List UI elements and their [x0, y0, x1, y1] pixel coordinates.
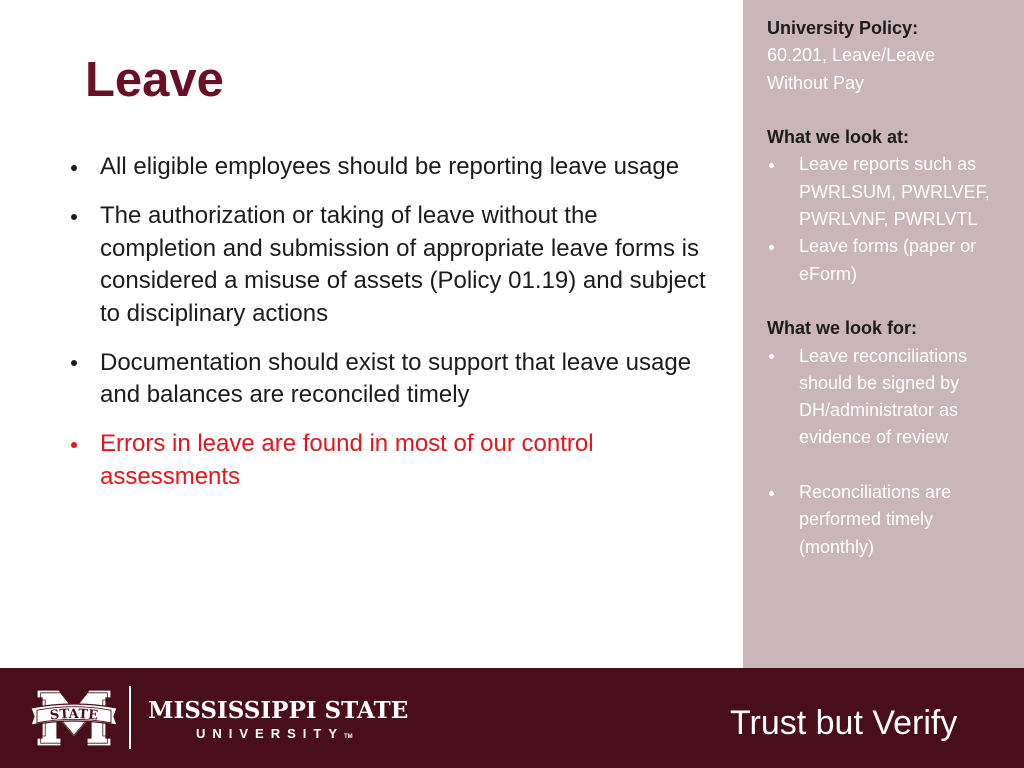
policy-block [767, 15, 1017, 97]
footer-divider [129, 686, 131, 749]
bullet-item [100, 151, 730, 184]
university-subtitle: UNIVERSITY [196, 726, 345, 741]
university-subtitle-row [196, 727, 353, 744]
bullet-line: considered a misuse of assets (Policy 01.19) and subject [100, 267, 706, 294]
footer-tagline: Trust but Verify [730, 704, 958, 742]
look-for-item [767, 343, 1017, 452]
look-at-line: Leave reports such as [799, 154, 977, 175]
look-for-line: evidence of review [799, 427, 949, 448]
sidebar [743, 0, 1024, 668]
bullet-line: and balances are reconciled timely [100, 381, 470, 408]
look-for-heading: What we look for: [767, 318, 917, 339]
trademark-symbol: TM [344, 734, 353, 740]
bullet-dot-icon [71, 214, 77, 220]
look-at-line: PWRLVNF, PWRLVTL [799, 209, 978, 230]
look-for-line: Reconciliations are [799, 482, 952, 503]
logo-banner-label [49, 707, 99, 724]
policy-line: Without Pay [767, 72, 865, 93]
look-for-line: should be signed by [799, 372, 960, 393]
logo-banner-text: STATE [49, 706, 99, 724]
policy-heading: University Policy: [767, 18, 919, 38]
bullet-line: Errors in leave are found in most of our control [100, 430, 594, 457]
bullet-line: completion and submission of appropriate leave forms is [100, 234, 699, 262]
slide-title: Leave [85, 53, 224, 107]
look-for-line: DH/administrator as [799, 400, 959, 421]
look-at-item [767, 233, 1017, 288]
policy-line: 60.201, Leave/Leave [767, 45, 936, 66]
bullet-dot-icon [769, 354, 774, 359]
look-at-heading: What we look at: [767, 127, 910, 148]
bullet-item-highlight [100, 428, 730, 493]
msu-m-logo-icon [29, 687, 119, 749]
bullet-dot-icon [769, 491, 774, 496]
sidebar-content [767, 15, 1017, 561]
bullet-dot-icon [71, 442, 77, 448]
look-for-line: performed timely [799, 509, 934, 530]
footer [0, 668, 1024, 768]
look-at-item [767, 151, 1017, 233]
look-at-line: eForm) [799, 263, 857, 284]
bullet-line: The authorization or taking of leave without the [100, 202, 598, 229]
bullet-item [100, 200, 730, 330]
look-at-block [767, 124, 1017, 288]
bullet-line: to disciplinary actions [100, 299, 329, 327]
look-at-list [767, 151, 1017, 287]
look-for-line: (monthly) [799, 536, 875, 557]
bullet-dot-icon [71, 165, 77, 171]
bullet-list [100, 151, 730, 510]
bullet-item [100, 347, 730, 412]
look-for-list [767, 343, 1017, 561]
bullet-line: All eligible employees should be reporting leave usage [100, 153, 680, 180]
look-for-line: Leave reconciliations [799, 345, 968, 366]
bullet-dot-icon [71, 360, 77, 366]
bullet-dot-icon [769, 245, 774, 250]
look-for-block [767, 315, 1017, 561]
bullet-line: assessments [100, 462, 241, 490]
bullet-line: Documentation should exist to support that leave usage [100, 348, 692, 376]
look-at-line: PWRLSUM, PWRLVEF, [799, 181, 990, 202]
university-wordmark: MISSISSIPPI STATE [148, 697, 409, 724]
look-at-line: Leave forms (paper or [799, 236, 977, 257]
look-for-item [767, 479, 1017, 561]
bullet-dot-icon [769, 163, 774, 168]
